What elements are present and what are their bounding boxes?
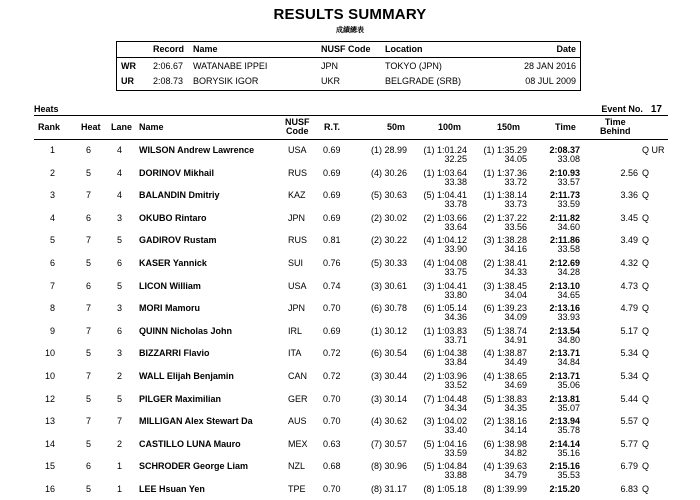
cell-rt: 0.74 bbox=[323, 280, 341, 291]
cell-split-150: (6) 1:38.98 bbox=[483, 438, 527, 449]
cell-split-150-sub: 34.33 bbox=[504, 267, 527, 277]
col-time: Time bbox=[555, 122, 576, 132]
cell-name: MORI Mamoru bbox=[139, 303, 201, 314]
cell-split-50: (8) 31.17 bbox=[370, 484, 407, 494]
cell-split-100: (4) 1:04.12 bbox=[423, 235, 467, 246]
record-type: WR bbox=[121, 61, 136, 71]
cell-split-150-sub: 33.73 bbox=[504, 199, 527, 210]
cell-time: 2:13.16 bbox=[549, 303, 580, 314]
record-time: 2:08.73 bbox=[153, 76, 184, 86]
cell-split-100: (4) 1:04.08 bbox=[423, 258, 467, 268]
cell-rank: 10 bbox=[44, 348, 55, 359]
cell-rt: 0.72 bbox=[323, 348, 341, 359]
records-header-location: Location bbox=[385, 44, 423, 54]
cell-split-200-sub: 35.78 bbox=[557, 425, 580, 436]
cell-time: 2:11.82 bbox=[549, 212, 580, 223]
cell-rank: 15 bbox=[44, 461, 55, 472]
cell-time: 2:13.71 bbox=[549, 371, 580, 381]
cell-rt: 0.70 bbox=[323, 393, 341, 404]
cell-split-100: (5) 1:04.16 bbox=[423, 438, 467, 449]
cell-code: ITA bbox=[288, 348, 302, 359]
cell-behind: 5.57 bbox=[620, 416, 638, 427]
cell-code: RUS bbox=[288, 235, 308, 246]
cell-split-150: (3) 1:38.28 bbox=[483, 235, 527, 246]
cell-split-150-sub: 34.16 bbox=[504, 244, 527, 255]
cell-rt: 0.69 bbox=[323, 212, 341, 223]
cell-name: MILLIGAN Alex Stewart Da bbox=[139, 416, 253, 427]
cell-qualifier: Q bbox=[642, 167, 650, 178]
cell-rank: 1 bbox=[49, 145, 55, 155]
cell-behind: 3.49 bbox=[620, 235, 638, 246]
cell-rank: 6 bbox=[49, 258, 55, 268]
col-rank: Rank bbox=[38, 122, 61, 132]
table-row bbox=[0, 389, 700, 412]
cell-split-100-sub: 33.75 bbox=[444, 267, 467, 277]
cell-split-100-sub: 33.78 bbox=[444, 199, 467, 210]
cell-time: 2:13.10 bbox=[549, 280, 580, 291]
cell-heat: 5 bbox=[86, 258, 92, 268]
cell-split-150-sub: 34.82 bbox=[504, 447, 527, 458]
cell-qualifier: Q bbox=[642, 235, 650, 246]
cell-qualifier: Q bbox=[642, 438, 650, 449]
cell-name: WILSON Andrew Lawrence bbox=[139, 145, 255, 155]
col-100m: 100m bbox=[438, 122, 462, 132]
cell-split-100-sub: 33.88 bbox=[444, 470, 467, 481]
cell-heat: 6 bbox=[86, 461, 92, 472]
cell-name: QUINN Nicholas John bbox=[139, 325, 233, 336]
cell-heat: 5 bbox=[86, 167, 92, 178]
cell-lane: 4 bbox=[117, 167, 123, 178]
cell-split-100-sub: 33.64 bbox=[444, 221, 467, 232]
cell-split-100: (8) 1:05.18 bbox=[423, 484, 467, 494]
record-row-wr bbox=[117, 61, 580, 75]
cell-heat: 7 bbox=[86, 416, 92, 427]
cell-split-50: (2) 30.22 bbox=[370, 235, 407, 246]
cell-rt: 0.68 bbox=[323, 461, 341, 472]
cell-time: 2:11.73 bbox=[549, 190, 580, 201]
page-title: RESULTS SUMMARY bbox=[273, 6, 427, 23]
cell-rank: 3 bbox=[49, 190, 55, 201]
cell-split-150-sub: 33.72 bbox=[504, 176, 527, 187]
cell-behind: 4.32 bbox=[620, 258, 638, 268]
cell-split-100: (6) 1:04.38 bbox=[423, 348, 467, 359]
records-header bbox=[117, 44, 580, 58]
results-table-header bbox=[34, 115, 668, 140]
cell-split-100-sub: 33.90 bbox=[444, 244, 467, 255]
cell-name: WALL Elijah Benjamin bbox=[139, 371, 234, 381]
records-header-date: Date bbox=[556, 44, 576, 54]
cell-behind: 5.34 bbox=[620, 348, 638, 359]
cell-split-100-sub: 33.59 bbox=[444, 447, 467, 458]
cell-split-200-sub: 34.60 bbox=[557, 221, 580, 232]
cell-split-200-sub: 34.28 bbox=[557, 267, 580, 277]
cell-code: AUS bbox=[288, 416, 307, 427]
record-time: 2:06.67 bbox=[153, 61, 184, 71]
record-name: WATANABE IPPEI bbox=[193, 61, 268, 71]
cell-qualifier: Q bbox=[642, 258, 650, 268]
cell-split-100-sub: 33.71 bbox=[444, 334, 467, 345]
cell-rank: 5 bbox=[49, 235, 55, 246]
cell-name: SCHRODER George Liam bbox=[139, 461, 249, 472]
cell-split-50: (5) 30.63 bbox=[370, 190, 407, 201]
cell-rt: 0.63 bbox=[323, 438, 341, 449]
cell-lane: 2 bbox=[117, 438, 123, 449]
cell-split-50: (3) 30.44 bbox=[370, 371, 407, 381]
cell-lane: 6 bbox=[117, 325, 123, 336]
cell-split-100-sub: 33.80 bbox=[444, 289, 467, 300]
cell-split-100: (1) 1:03.64 bbox=[423, 167, 467, 178]
cell-split-50: (7) 30.57 bbox=[370, 438, 407, 449]
cell-split-100-sub: 32.25 bbox=[444, 154, 467, 164]
cell-behind: 5.77 bbox=[620, 438, 638, 449]
cell-rt: 0.70 bbox=[323, 416, 341, 427]
cell-code: JPN bbox=[288, 212, 306, 223]
table-row bbox=[0, 230, 700, 253]
cell-split-150-sub: 34.49 bbox=[504, 357, 527, 368]
cell-split-200-sub: 33.59 bbox=[557, 199, 580, 210]
cell-qualifier: Q bbox=[642, 280, 650, 291]
cell-time: 2:10.93 bbox=[549, 167, 580, 178]
cell-name: DORINOV Mikhail bbox=[139, 167, 215, 178]
cell-split-50: (8) 30.96 bbox=[370, 461, 407, 472]
cell-behind: 2.56 bbox=[620, 167, 638, 178]
record-name: BORYSIK IGOR bbox=[193, 76, 259, 86]
table-row bbox=[0, 456, 700, 479]
cell-name: OKUBO Rintaro bbox=[139, 212, 207, 223]
cell-qualifier: Q bbox=[642, 190, 650, 201]
table-row bbox=[0, 411, 700, 434]
record-location: TOKYO (JPN) bbox=[385, 61, 442, 71]
cell-split-200-sub: 35.16 bbox=[557, 447, 580, 458]
table-row bbox=[0, 140, 700, 163]
table-row bbox=[0, 185, 700, 208]
cell-name: LEE Hsuan Yen bbox=[139, 484, 205, 494]
cell-behind: 5.34 bbox=[620, 371, 638, 381]
cell-code: USA bbox=[288, 280, 307, 291]
cell-heat: 5 bbox=[86, 438, 92, 449]
cell-name: BALANDIN Dmitriy bbox=[139, 190, 220, 201]
record-location: BELGRADE (SRB) bbox=[385, 76, 462, 86]
cell-heat: 7 bbox=[86, 190, 92, 201]
heats-label: Heats bbox=[34, 104, 59, 114]
cell-lane: 5 bbox=[117, 393, 123, 404]
cell-split-200-sub: 34.84 bbox=[557, 357, 580, 368]
table-row bbox=[0, 276, 700, 299]
cell-rank: 12 bbox=[44, 393, 55, 404]
cell-qualifier: Q bbox=[642, 371, 650, 381]
record-code: JPN bbox=[321, 61, 339, 71]
cell-split-100: (7) 1:04.48 bbox=[423, 393, 467, 404]
cell-split-150-sub: 34.14 bbox=[504, 425, 527, 436]
cell-code: NZL bbox=[288, 461, 306, 472]
cell-rt: 0.81 bbox=[323, 235, 341, 246]
table-row bbox=[0, 434, 700, 457]
cell-name: PILGER Maximilian bbox=[139, 393, 222, 404]
cell-split-150: (4) 1:38.65 bbox=[483, 371, 527, 381]
table-row bbox=[0, 479, 700, 499]
cell-rt: 0.69 bbox=[323, 145, 341, 155]
col-rt: R.T. bbox=[324, 122, 341, 132]
cell-time: 2:12.69 bbox=[549, 258, 580, 268]
cell-name: GADIROV Rustam bbox=[139, 235, 217, 246]
col-lane: Lane bbox=[111, 122, 133, 132]
cell-rank: 4 bbox=[49, 212, 55, 223]
cell-rank: 14 bbox=[44, 438, 55, 449]
cell-code: KAZ bbox=[288, 190, 306, 201]
cell-split-100: (2) 1:03.96 bbox=[423, 371, 467, 381]
cell-split-150: (1) 1:37.36 bbox=[483, 167, 527, 178]
cell-split-50: (1) 28.99 bbox=[370, 145, 407, 155]
cell-time: 2:11.86 bbox=[549, 235, 580, 246]
cell-qualifier: Q bbox=[642, 348, 650, 359]
cell-qualifier: Q bbox=[642, 325, 650, 336]
cell-heat: 7 bbox=[86, 235, 92, 246]
cell-rt: 0.72 bbox=[323, 371, 341, 381]
cell-heat: 7 bbox=[86, 325, 92, 336]
record-code: UKR bbox=[321, 76, 341, 86]
cell-rank: 8 bbox=[49, 303, 55, 314]
cell-split-50: (3) 30.61 bbox=[370, 280, 407, 291]
cell-rt: 0.69 bbox=[323, 325, 341, 336]
cell-lane: 3 bbox=[117, 303, 123, 314]
cell-split-100: (1) 1:03.83 bbox=[423, 325, 467, 336]
cell-time: 2:13.94 bbox=[549, 416, 580, 427]
col-nusf-line2: Code bbox=[286, 126, 309, 136]
cell-split-200-sub: 33.58 bbox=[557, 244, 580, 255]
cell-qualifier: Q bbox=[642, 416, 650, 427]
cell-heat: 6 bbox=[86, 212, 92, 223]
cell-split-150: (3) 1:38.45 bbox=[483, 280, 527, 291]
cell-split-150: (4) 1:39.63 bbox=[483, 461, 527, 472]
record-date: 08 JUL 2009 bbox=[525, 76, 576, 86]
cell-rank: 13 bbox=[44, 416, 55, 427]
cell-split-100: (5) 1:04.41 bbox=[423, 190, 467, 201]
cell-heat: 5 bbox=[86, 484, 92, 494]
cell-name: BIZZARRI Flavio bbox=[139, 348, 210, 359]
cell-qualifier: Q bbox=[642, 212, 650, 223]
cell-code: CAN bbox=[288, 371, 308, 381]
cell-behind: 3.45 bbox=[620, 212, 638, 223]
cell-split-50: (5) 30.33 bbox=[370, 258, 407, 268]
cell-split-150: (5) 1:38.83 bbox=[483, 393, 527, 404]
cell-split-200-sub: 35.07 bbox=[557, 402, 580, 413]
cell-heat: 7 bbox=[86, 371, 92, 381]
cell-behind: 6.79 bbox=[620, 461, 638, 472]
cell-split-150: (2) 1:38.41 bbox=[483, 258, 527, 268]
cell-time: 2:15.16 bbox=[549, 461, 580, 472]
event-number bbox=[601, 104, 662, 115]
cell-rt: 0.76 bbox=[323, 258, 341, 268]
cell-split-200-sub: 35.06 bbox=[557, 380, 580, 390]
cell-behind: 4.79 bbox=[620, 303, 638, 314]
cell-split-150: (4) 1:38.87 bbox=[483, 348, 527, 359]
cell-split-100-sub: 33.84 bbox=[444, 357, 467, 368]
cell-time: 2:13.54 bbox=[549, 325, 580, 336]
cell-code: RUS bbox=[288, 167, 308, 178]
cell-name: LICON William bbox=[139, 280, 201, 291]
cell-split-100-sub: 34.36 bbox=[444, 312, 467, 323]
cell-split-150: (1) 1:38.14 bbox=[483, 190, 527, 201]
cell-qualifier: Q bbox=[642, 393, 650, 404]
col-name: Name bbox=[139, 122, 164, 132]
cell-rank: 10 bbox=[44, 371, 55, 381]
cell-split-200-sub: 34.65 bbox=[557, 289, 580, 300]
cell-split-100: (6) 1:05.14 bbox=[423, 303, 467, 314]
cell-split-100: (3) 1:04.41 bbox=[423, 280, 467, 291]
cell-rank: 16 bbox=[44, 484, 55, 494]
event-label: Event No. bbox=[601, 104, 643, 114]
cell-heat: 7 bbox=[86, 303, 92, 314]
cell-split-200-sub: 33.08 bbox=[557, 154, 580, 164]
col-150m: 150m bbox=[497, 122, 521, 132]
table-row bbox=[0, 163, 700, 186]
cell-lane: 3 bbox=[117, 212, 123, 223]
cell-split-200-sub: 33.93 bbox=[557, 312, 580, 323]
cell-lane: 3 bbox=[117, 348, 123, 359]
col-time-behind-line1: Time bbox=[604, 117, 626, 127]
cell-lane: 6 bbox=[117, 258, 123, 268]
cell-lane: 7 bbox=[117, 416, 123, 427]
records-divider bbox=[117, 57, 580, 58]
cell-code: IRL bbox=[288, 325, 303, 336]
cell-split-100-sub: 33.52 bbox=[444, 380, 467, 390]
records-header-record: Record bbox=[153, 44, 185, 54]
cell-split-150: (8) 1:39.99 bbox=[483, 484, 527, 494]
table-row bbox=[0, 208, 700, 231]
col-50m: 50m bbox=[387, 122, 406, 132]
col-nusf bbox=[285, 118, 310, 136]
record-row-ur bbox=[117, 76, 580, 90]
cell-lane: 1 bbox=[117, 484, 123, 494]
cell-code: JPN bbox=[288, 303, 306, 314]
cell-split-150-sub: 34.09 bbox=[504, 312, 527, 323]
cell-behind: 5.17 bbox=[620, 325, 638, 336]
cell-rt: 0.70 bbox=[323, 484, 341, 494]
cell-split-50: (6) 30.54 bbox=[370, 348, 407, 359]
cell-split-150: (2) 1:37.22 bbox=[483, 212, 527, 223]
cell-split-150-sub: 33.56 bbox=[504, 221, 527, 232]
record-date: 28 JAN 2016 bbox=[523, 61, 576, 71]
cell-split-100-sub: 34.34 bbox=[444, 402, 467, 413]
cell-split-50: (1) 30.12 bbox=[370, 325, 407, 336]
cell-split-150-sub: 34.79 bbox=[504, 470, 527, 481]
table-row bbox=[0, 253, 700, 276]
cell-split-150-sub: 34.35 bbox=[504, 402, 527, 413]
cell-behind: 5.44 bbox=[620, 393, 638, 404]
cell-rank: 7 bbox=[49, 280, 55, 291]
cell-code: GER bbox=[288, 393, 308, 404]
cell-split-100: (3) 1:04.02 bbox=[423, 416, 467, 427]
cell-time: 2:15.20 bbox=[549, 484, 580, 494]
cell-split-50: (4) 30.62 bbox=[370, 416, 407, 427]
col-heat: Heat bbox=[81, 122, 101, 132]
table-row bbox=[0, 366, 700, 389]
cell-time: 2:14.14 bbox=[549, 438, 580, 449]
cell-code: TPE bbox=[288, 484, 306, 494]
cell-lane: 2 bbox=[117, 371, 123, 381]
cell-lane: 1 bbox=[117, 461, 123, 472]
cell-rank: 9 bbox=[49, 325, 55, 336]
records-header-name: Name bbox=[193, 44, 218, 54]
table-row bbox=[0, 321, 700, 344]
cell-split-150-sub: 34.05 bbox=[504, 154, 527, 164]
cell-split-200-sub: 33.57 bbox=[557, 176, 580, 187]
cell-lane: 5 bbox=[117, 280, 123, 291]
table-row bbox=[0, 343, 700, 366]
cell-split-150: (5) 1:38.74 bbox=[483, 325, 527, 336]
col-time-behind-line2: Behind bbox=[600, 126, 631, 136]
cell-split-50: (2) 30.02 bbox=[370, 212, 407, 223]
cell-behind: 4.73 bbox=[620, 280, 638, 291]
cell-heat: 6 bbox=[86, 280, 92, 291]
table-row bbox=[0, 298, 700, 321]
cell-split-100-sub: 33.38 bbox=[444, 176, 467, 187]
cell-split-50: (3) 30.14 bbox=[370, 393, 407, 404]
record-type: UR bbox=[121, 76, 134, 86]
cell-name: KASER Yannick bbox=[139, 258, 207, 268]
cell-name: CASTILLO LUNA Mauro bbox=[139, 438, 241, 449]
cell-split-50: (4) 30.26 bbox=[370, 167, 407, 178]
cell-time: 2:13.81 bbox=[549, 393, 580, 404]
cell-lane: 4 bbox=[117, 190, 123, 201]
cell-split-100: (5) 1:04.84 bbox=[423, 461, 467, 472]
cell-split-200-sub: 35.53 bbox=[557, 470, 580, 481]
cell-qualifier: Q bbox=[642, 303, 650, 314]
cell-rt: 0.69 bbox=[323, 190, 341, 201]
cell-heat: 5 bbox=[86, 348, 92, 359]
cell-split-150-sub: 34.91 bbox=[504, 334, 527, 345]
page-subtitle: 成績總表 bbox=[336, 27, 364, 34]
cell-rt: 0.69 bbox=[323, 167, 341, 178]
cell-split-100: (1) 1:01.24 bbox=[423, 145, 467, 155]
cell-behind: 6.83 bbox=[620, 484, 638, 494]
cell-split-50: (6) 30.78 bbox=[370, 303, 407, 314]
cell-rank: 2 bbox=[49, 167, 55, 178]
cell-split-150: (2) 1:38.16 bbox=[483, 416, 527, 427]
cell-split-150: (1) 1:35.29 bbox=[483, 145, 527, 155]
records-header-nusf: NUSF Code bbox=[321, 44, 371, 54]
cell-rt: 0.70 bbox=[323, 303, 341, 314]
records-box bbox=[116, 41, 581, 91]
cell-split-100-sub: 33.40 bbox=[444, 425, 467, 436]
col-time-behind bbox=[600, 118, 631, 136]
cell-code: USA bbox=[288, 145, 307, 155]
event-number-value: 17 bbox=[650, 104, 662, 115]
cell-lane: 4 bbox=[117, 145, 123, 155]
cell-time: 2:13.71 bbox=[549, 348, 580, 359]
cell-code: SUI bbox=[288, 258, 304, 268]
cell-qualifier: Q UR bbox=[642, 145, 665, 155]
cell-heat: 6 bbox=[86, 145, 92, 155]
cell-split-150: (6) 1:39.23 bbox=[483, 303, 527, 314]
cell-behind: 3.36 bbox=[620, 190, 638, 201]
cell-split-150-sub: 34.69 bbox=[504, 380, 527, 390]
cell-split-100: (2) 1:03.66 bbox=[423, 212, 467, 223]
cell-heat: 5 bbox=[86, 393, 92, 404]
cell-split-200-sub: 34.80 bbox=[557, 334, 580, 345]
cell-lane: 5 bbox=[117, 235, 123, 246]
cell-time: 2:08.37 bbox=[549, 145, 580, 155]
cell-code: MEX bbox=[288, 438, 308, 449]
col-nusf-line1: NUSF bbox=[285, 117, 310, 127]
cell-qualifier: Q bbox=[642, 461, 650, 472]
cell-qualifier: Q bbox=[642, 484, 650, 494]
cell-split-150-sub: 34.04 bbox=[504, 289, 527, 300]
